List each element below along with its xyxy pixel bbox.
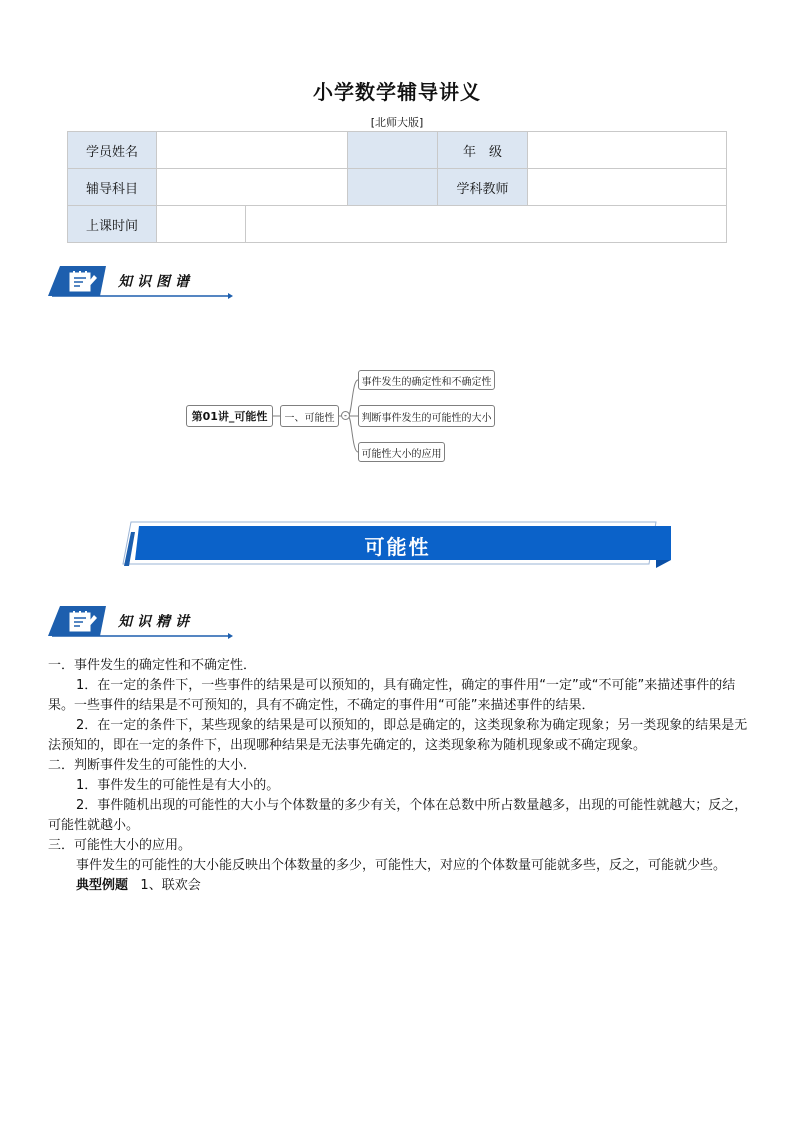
class-time-label: 上课时间: [68, 206, 157, 243]
lecture-content: [48, 656, 748, 896]
mindmap-leaf-node: 事件发生的确定性和不确定性: [358, 370, 495, 390]
example-label: 典型例题: [76, 878, 129, 893]
section-title: 知识精讲: [118, 614, 194, 630]
example-text: 1、联欢会: [140, 878, 201, 893]
example-line: [48, 876, 748, 896]
section-header-knowledge-lecture: [48, 606, 233, 640]
paragraph: 1．在一定的条件下，一些事件的结果是可以预知的，具有确定性，确定的事件用“一定”或“不可能”来描述事件的结果。一些事件的结果是不可预知的，具有不确定性，不确定的事件用“可能”来描述事件的结果．: [48, 678, 736, 713]
student-info-table: [67, 131, 727, 243]
mindmap-branch-node: 一、可能性: [280, 405, 339, 427]
mindmap-leaf-node: 判断事件发生的可能性的大小: [358, 405, 495, 427]
student-name-field[interactable]: [157, 132, 348, 169]
collapse-toggle-icon[interactable]: -: [341, 411, 350, 420]
paragraph: 2．事件随机出现的可能性的大小与个体数量的多少有关，个体在总数中所占数量越多，出现的可能性就越大；反之，可能性就越小。: [48, 798, 748, 833]
grade-label: 年 级: [438, 132, 528, 169]
class-time-detail-field[interactable]: [246, 206, 727, 243]
teacher-field[interactable]: [528, 169, 727, 206]
blank-shaded-cell: [348, 132, 438, 169]
paragraph: 事件发生的可能性的大小能反映出个体数量的多少，可能性大，对应的个体数量可能就多些，反之，可能就少些。: [76, 858, 727, 873]
subject-label: 辅导科目: [68, 169, 157, 206]
grade-field[interactable]: [528, 132, 727, 169]
heading-2: 二．判断事件发生的可能性的大小．: [48, 758, 257, 773]
mindmap-root-node: 第01讲_可能性: [186, 405, 273, 427]
section-title: 知识图谱: [118, 274, 194, 290]
section-header-knowledge-map: [48, 266, 233, 300]
heading-3: 三．可能性大小的应用。: [48, 838, 192, 853]
subject-field[interactable]: [157, 169, 348, 206]
blank-shaded-cell: [348, 169, 438, 206]
mindmap-leaf-node: 可能性大小的应用: [358, 442, 445, 462]
pencil-notepad-icon: [68, 269, 98, 293]
paragraph: 2．在一定的条件下，某些现象的结果是可以预知的，即总是确定的，这类现象称为确定现象；另一类现象的结果是无法预知的，即在一定的条件下，出现哪种结果是无法事先确定的，这类现象称为随机现象或不确定现象。: [48, 718, 748, 753]
pencil-notepad-icon: [68, 609, 98, 633]
paragraph: 1．事件发生的可能性是有大小的。: [76, 778, 280, 793]
class-time-field[interactable]: [157, 206, 246, 243]
edition-label: [北师大版]: [370, 116, 424, 129]
topic-banner-title: 可能性: [364, 535, 431, 559]
student-name-label: 学员姓名: [68, 132, 157, 169]
page-title: 小学数学辅导讲义: [313, 80, 481, 104]
heading-1: 一．事件发生的确定性和不确定性．: [48, 658, 257, 673]
teacher-label: 学科教师: [438, 169, 528, 206]
